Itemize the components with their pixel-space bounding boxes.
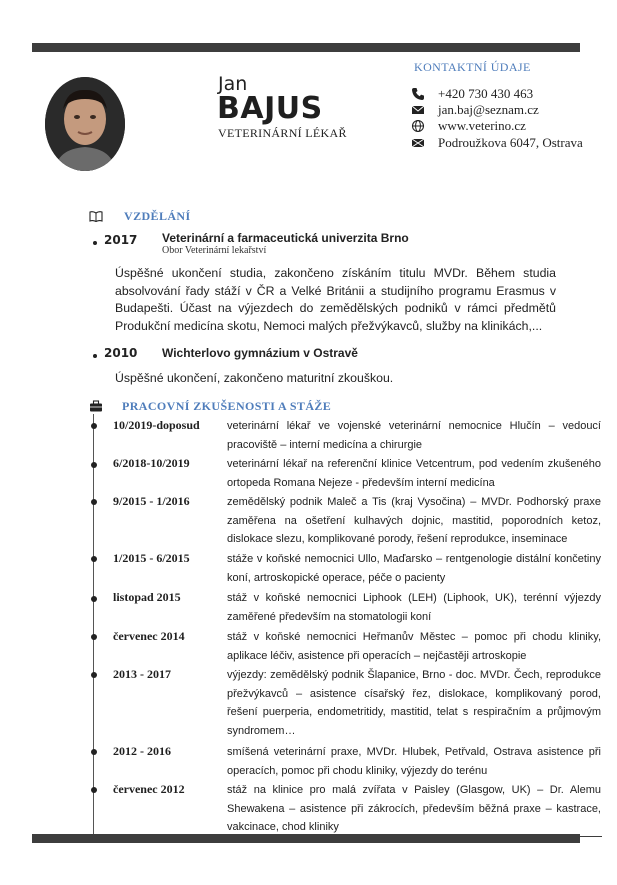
experience-date: 2013 - 2017 [113, 667, 171, 681]
education-bullet [93, 354, 97, 358]
envelope-icon [411, 103, 425, 117]
last-name: BAJUS [217, 91, 323, 126]
phone-number[interactable]: +420 730 430 463 [438, 86, 534, 101]
experience-date: 1/2015 - 6/2015 [113, 551, 190, 565]
experience-date: červenec 2012 [113, 782, 185, 796]
profile-photo [45, 77, 125, 171]
experience-description: výjezdy: zemědělský podnik Šlapanice, Brno - doc. MVDr. Čech, reprodukce přežvýkavců – asistence císařský řez, dislokace, komplikovaný porod, řešení puerperia, endometritidy, mastitid, telat s respiračním a průjmovým syndromem… [227, 669, 601, 737]
address-icon [411, 136, 425, 150]
experience-description: veterinární lékař na referenční klinice Vetcentrum, pod vedením zkušeného ortopeda Romana Nejeze - především interní medicína [227, 458, 601, 489]
experience-description: stáž na klinice pro malá zvířata v Paisley (Glasgow, UK) – Dr. Alemu Shewakena – asistence při zákrocích, především běžná praxe – kastrace, vakcinace, chod kliniky [227, 784, 601, 834]
email-address[interactable]: jan.baj@seznam.cz [438, 102, 539, 117]
timeline-dot [91, 556, 97, 562]
education-bullet [93, 241, 97, 245]
education-description: Úspěšné ukončení studia, zakončeno získáním titulu MVDr. Během studia absolvování řady stáží v ČR a Velké Británii a studijního programu Erasmus v Budapešti. Účast na výjezdech do zemědělských podniků v rámci předmětů Produkční medicína skotu, Nemoci malých přežvýkavců, služby na klinikách,... [115, 266, 556, 333]
website-url[interactable]: www.veterino.cz [438, 118, 526, 133]
timeline-dot [91, 672, 97, 678]
timeline-dot [91, 499, 97, 505]
timeline-dot [91, 749, 97, 755]
experience-date: 6/2018-10/2019 [113, 456, 190, 470]
book-icon [89, 210, 103, 222]
education-school: Veterinární a farmaceutická univerzita Brno [162, 231, 409, 245]
timeline-dot [91, 634, 97, 640]
timeline-dot [91, 596, 97, 602]
experience-heading: PRACOVNÍ ZKUŠENOSTI A STÁŽE [122, 399, 332, 413]
contact-heading: KONTAKTNÍ ÚDAJE [414, 60, 531, 74]
experience-date: 10/2019-doposud [113, 418, 200, 432]
experience-description: zemědělský podnik Maleč a Tis (kraj Vysočina) – MVDr. Podhorský praxe zaměřena na ošetření kulhavých dojnic, mastitid, poporodních ketoz, dislokace slezu, komplikované porody, řešení reprodukce, inseminace [227, 496, 601, 546]
experience-date: listopad 2015 [113, 590, 181, 604]
first-name: Jan [218, 73, 248, 95]
briefcase-icon [89, 400, 103, 412]
education-description: Úspěšné ukončení, zakončeno maturitní zkouškou. [115, 371, 394, 385]
timeline-dot [91, 787, 97, 793]
timeline-dot [91, 462, 97, 468]
experience-date: 2012 - 2016 [113, 744, 171, 758]
timeline-line [93, 414, 94, 834]
globe-icon [411, 119, 425, 133]
portrait-image [45, 77, 125, 171]
job-title: VETERINÁRNÍ LÉKAŘ [218, 126, 347, 140]
experience-description: smíšená veterinární praxe, MVDr. Hlubek, Petřvald, Ostrava asistence při operacích, pomoc při chodu kliniky, výjezdy do terénu [227, 746, 601, 777]
education-year: 2017 [104, 233, 138, 247]
education-heading: VZDĚLÁNÍ [124, 209, 191, 223]
experience-date: 9/2015 - 1/2016 [113, 494, 190, 508]
experience-description: veterinární lékař ve vojenské veterinární nemocnice Hlučín – vedoucí pracoviště – interní medicína a chirurgie [227, 420, 601, 451]
top-divider-bar [32, 43, 580, 52]
experience-description: stáže v koňské nemocnici Ullo, Maďarsko – rentgenologie distální končetiny koní, artroskopické operace, péče o pacienty [227, 553, 601, 584]
timeline-dot [91, 423, 97, 429]
experience-date: červenec 2014 [113, 629, 185, 643]
phone-icon [411, 87, 425, 101]
education-field: Obor Veterinární lekařství [162, 245, 267, 256]
postal-address: Podroužkova 6047, Ostrava [438, 135, 583, 150]
experience-description: stáž v koňské nemocnici Liphook (LEH) (Liphook, UK), terénní výjezdy zaměřené především na stomatologii koní [227, 592, 601, 623]
education-school: Wichterlovo gymnázium v Ostravě [162, 346, 358, 360]
experience-description: stáž v koňské nemocnici Heřmanův Městec – pomoc při chodu kliniky, aplikace léčiv, asistence při operacích – nejčastěji artroskopie [227, 631, 601, 662]
education-year: 2010 [104, 346, 138, 360]
